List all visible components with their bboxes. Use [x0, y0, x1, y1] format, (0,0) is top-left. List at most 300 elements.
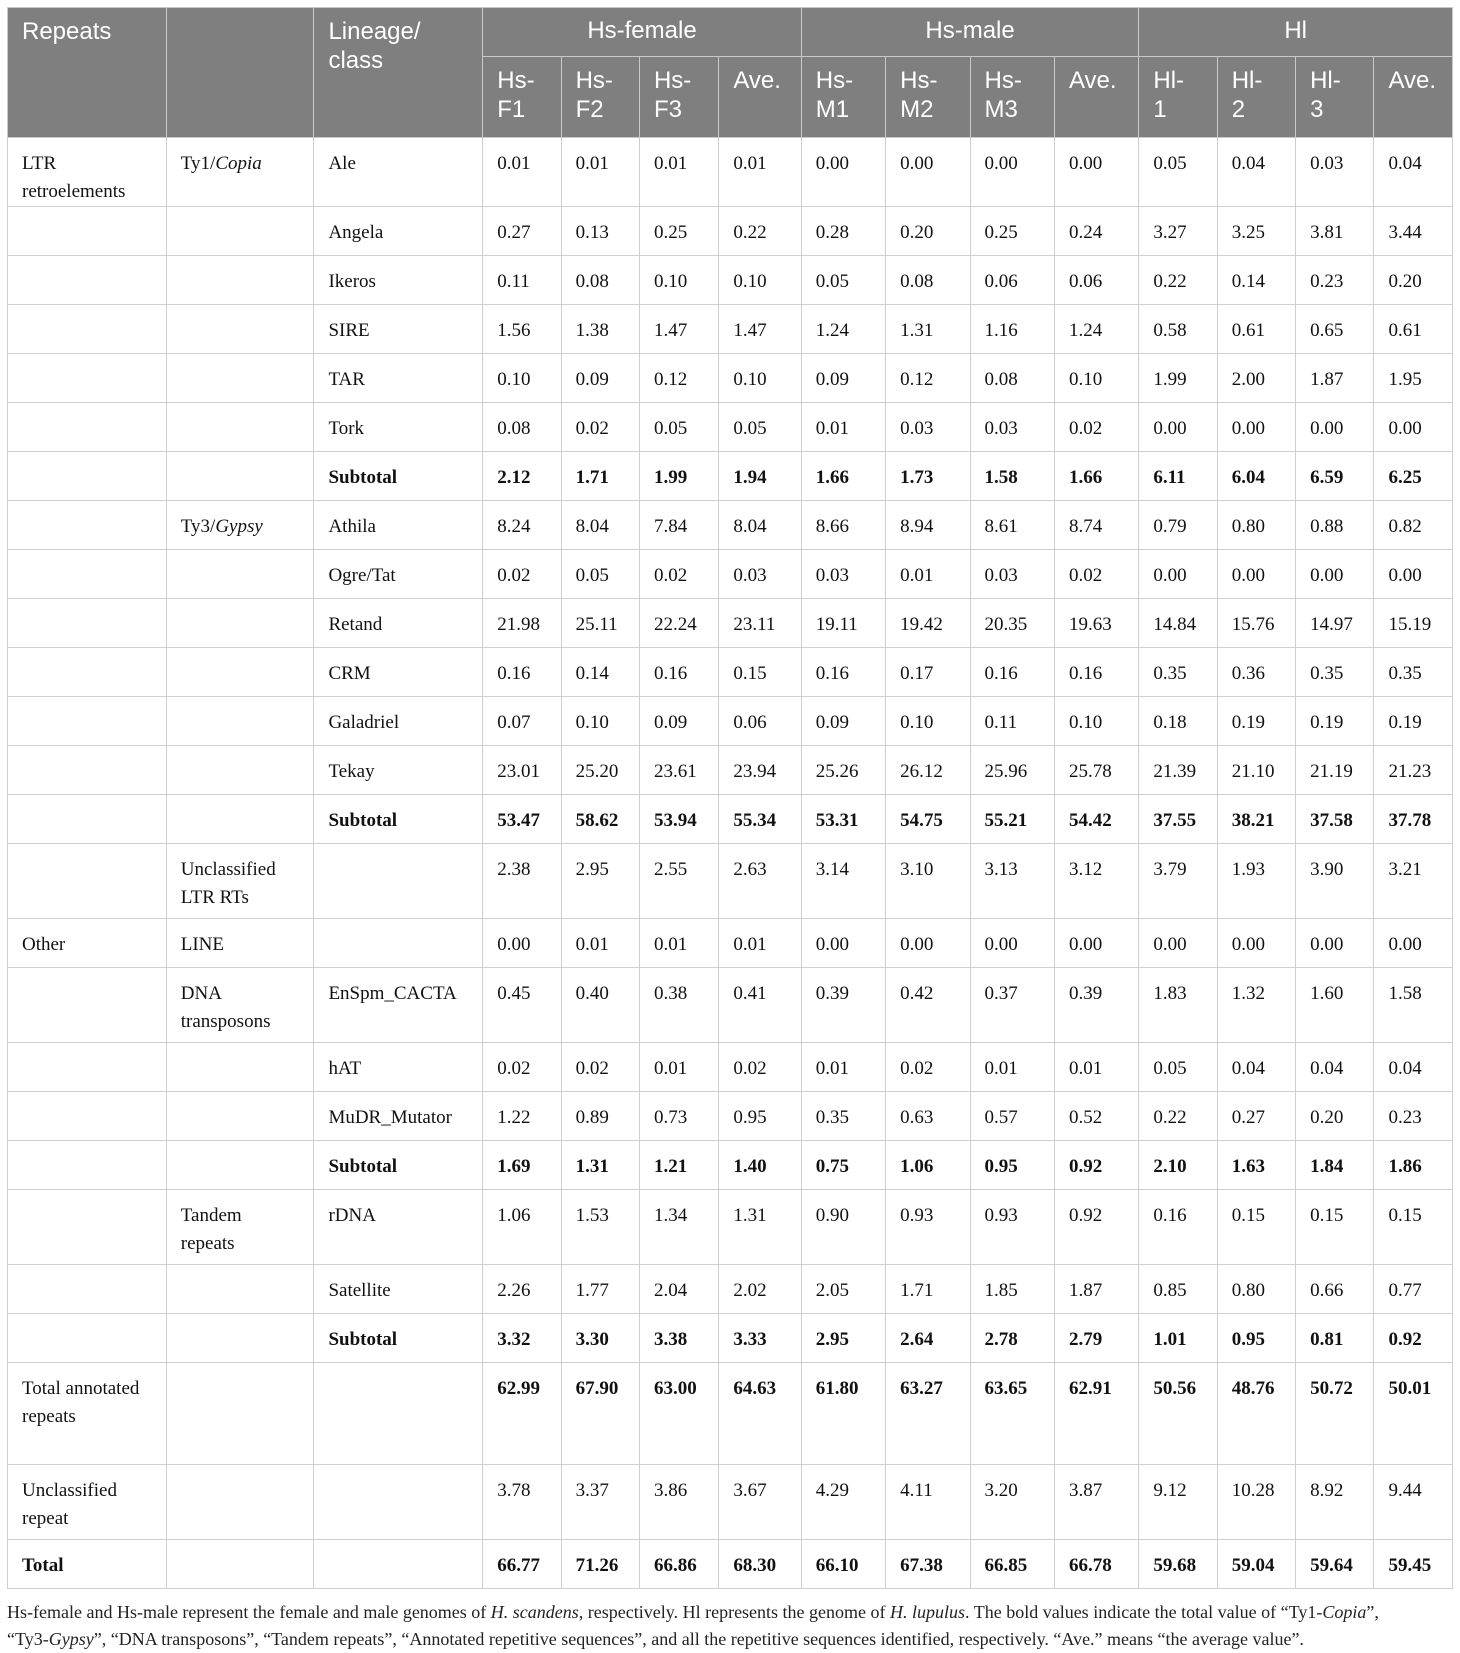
cell-value: 20.35 — [970, 599, 1054, 648]
cell-value: 0.06 — [719, 697, 801, 746]
cell-value: 53.94 — [639, 795, 718, 844]
cell-value: 66.86 — [639, 1540, 718, 1589]
cell-value: 8.66 — [801, 501, 885, 550]
cell-value: 0.08 — [561, 256, 639, 305]
header-class — [166, 8, 314, 138]
cell-value: 37.55 — [1139, 795, 1217, 844]
cell-value: 0.05 — [1139, 1043, 1217, 1092]
cell-lineage: Satellite — [314, 1265, 483, 1314]
cell-value: 0.95 — [719, 1092, 801, 1141]
cell-value: 1.24 — [1054, 305, 1138, 354]
cell-value: 0.79 — [1139, 501, 1217, 550]
cell-value: 67.90 — [561, 1363, 639, 1465]
cell-value: 25.96 — [970, 746, 1054, 795]
table-row — [8, 1314, 1453, 1363]
cell-value: 26.12 — [886, 746, 970, 795]
cell-value: 63.65 — [970, 1363, 1054, 1465]
cell-value: 19.11 — [801, 599, 885, 648]
cell-value: 0.00 — [1217, 550, 1295, 599]
cell-value: 1.87 — [1296, 354, 1374, 403]
header-row-groups — [8, 8, 1453, 57]
cell-lineage: SIRE — [314, 305, 483, 354]
cell-repeat — [8, 550, 167, 599]
cell-value: 3.13 — [970, 844, 1054, 919]
cell-value: 8.24 — [483, 501, 561, 550]
cell-value: 1.22 — [483, 1092, 561, 1141]
table-row — [8, 403, 1453, 452]
cell-value: 1.16 — [970, 305, 1054, 354]
cell-value: 50.56 — [1139, 1363, 1217, 1465]
cell-value: 50.72 — [1296, 1363, 1374, 1465]
cell-value: 2.05 — [801, 1265, 885, 1314]
cell-value: 0.22 — [1139, 1092, 1217, 1141]
cell-value: 1.58 — [970, 452, 1054, 501]
cell-class — [166, 697, 314, 746]
cell-value: 0.00 — [483, 919, 561, 968]
header-sample-col: Hs- M3 — [970, 57, 1054, 138]
cell-value: 1.60 — [1296, 968, 1374, 1043]
cell-value: 66.10 — [801, 1540, 885, 1589]
cell-value: 9.44 — [1374, 1465, 1453, 1540]
cell-value: 3.21 — [1374, 844, 1453, 919]
table-row — [8, 968, 1453, 1043]
cell-value: 0.19 — [1217, 697, 1295, 746]
cell-class — [166, 207, 314, 256]
cell-value: 0.00 — [801, 138, 885, 207]
cell-class — [166, 354, 314, 403]
cell-value: 8.94 — [886, 501, 970, 550]
cell-value: 0.10 — [639, 256, 718, 305]
cell-value: 62.99 — [483, 1363, 561, 1465]
cell-value: 10.28 — [1217, 1465, 1295, 1540]
cell-repeat — [8, 501, 167, 550]
cell-value: 0.09 — [801, 697, 885, 746]
cell-value: 64.63 — [719, 1363, 801, 1465]
header-sample-col: Hs- F3 — [639, 57, 718, 138]
cell-lineage: Tekay — [314, 746, 483, 795]
cell-value: 0.09 — [561, 354, 639, 403]
cell-value: 0.57 — [970, 1092, 1054, 1141]
cell-value: 1.69 — [483, 1141, 561, 1190]
cell-value: 1.71 — [886, 1265, 970, 1314]
cell-repeat — [8, 1265, 167, 1314]
cell-class — [166, 599, 314, 648]
cell-value: 0.20 — [1374, 256, 1453, 305]
cell-value: 0.13 — [561, 207, 639, 256]
cell-value: 0.01 — [639, 1043, 718, 1092]
cell-value: 3.37 — [561, 1465, 639, 1540]
header-group-hs-male: Hs-male — [801, 8, 1139, 57]
cell-value: 0.00 — [1296, 919, 1374, 968]
cell-value: 3.14 — [801, 844, 885, 919]
cell-value: 1.56 — [483, 305, 561, 354]
cell-value: 4.11 — [886, 1465, 970, 1540]
header-group-hs-female: Hs-female — [483, 8, 802, 57]
cell-class — [166, 648, 314, 697]
cell-value: 2.10 — [1139, 1141, 1217, 1190]
cell-lineage: CRM — [314, 648, 483, 697]
table-footnote — [7, 1599, 1453, 1653]
cell-value: 0.00 — [1139, 550, 1217, 599]
cell-value: 0.00 — [886, 919, 970, 968]
cell-value: 0.04 — [1374, 1043, 1453, 1092]
cell-value: 0.09 — [801, 354, 885, 403]
cell-value: 0.19 — [1296, 697, 1374, 746]
header-sample-col: Hl- 1 — [1139, 57, 1217, 138]
cell-value: 0.12 — [886, 354, 970, 403]
table-row — [8, 1540, 1453, 1589]
cell-value: 66.78 — [1054, 1540, 1138, 1589]
cell-value: 54.75 — [886, 795, 970, 844]
cell-class — [166, 256, 314, 305]
table-row — [8, 746, 1453, 795]
table-row — [8, 1043, 1453, 1092]
cell-value: 0.02 — [561, 1043, 639, 1092]
cell-value: 3.79 — [1139, 844, 1217, 919]
cell-value: 9.12 — [1139, 1465, 1217, 1540]
cell-value: 0.37 — [970, 968, 1054, 1043]
cell-value: 59.64 — [1296, 1540, 1374, 1589]
cell-value: 0.06 — [970, 256, 1054, 305]
cell-value: 53.31 — [801, 795, 885, 844]
cell-value: 3.30 — [561, 1314, 639, 1363]
cell-value: 0.63 — [886, 1092, 970, 1141]
cell-value: 2.04 — [639, 1265, 718, 1314]
cell-value: 3.44 — [1374, 207, 1453, 256]
cell-value: 0.10 — [483, 354, 561, 403]
cell-class — [166, 1363, 314, 1465]
cell-value: 0.25 — [970, 207, 1054, 256]
cell-value: 25.26 — [801, 746, 885, 795]
table-row — [8, 1465, 1453, 1540]
header-sample-col: Ave. — [719, 57, 801, 138]
cell-value: 21.19 — [1296, 746, 1374, 795]
cell-repeat — [8, 1141, 167, 1190]
cell-value: 37.58 — [1296, 795, 1374, 844]
cell-value: 1.66 — [1054, 452, 1138, 501]
cell-value: 19.63 — [1054, 599, 1138, 648]
cell-value: 0.00 — [1217, 919, 1295, 968]
cell-value: 14.97 — [1296, 599, 1374, 648]
table-row — [8, 354, 1453, 403]
cell-lineage: Galadriel — [314, 697, 483, 746]
table-row — [8, 207, 1453, 256]
cell-value: 0.24 — [1054, 207, 1138, 256]
cell-value: 0.22 — [719, 207, 801, 256]
cell-value: 23.11 — [719, 599, 801, 648]
cell-value: 0.58 — [1139, 305, 1217, 354]
cell-value: 0.02 — [639, 550, 718, 599]
cell-value: 0.35 — [1296, 648, 1374, 697]
cell-class — [166, 1141, 314, 1190]
cell-value: 53.47 — [483, 795, 561, 844]
cell-value: 0.03 — [719, 550, 801, 599]
table-row — [8, 1141, 1453, 1190]
cell-class: LINE — [166, 919, 314, 968]
cell-value: 1.66 — [801, 452, 885, 501]
cell-value: 0.06 — [1054, 256, 1138, 305]
cell-repeat — [8, 968, 167, 1043]
cell-value: 0.92 — [1054, 1190, 1138, 1265]
cell-value: 0.36 — [1217, 648, 1295, 697]
cell-value: 1.21 — [639, 1141, 718, 1190]
cell-value: 1.63 — [1217, 1141, 1295, 1190]
cell-value: 6.11 — [1139, 452, 1217, 501]
cell-value: 6.25 — [1374, 452, 1453, 501]
cell-value: 0.05 — [1139, 138, 1217, 207]
cell-value: 0.03 — [970, 403, 1054, 452]
cell-value: 23.61 — [639, 746, 718, 795]
cell-value: 0.61 — [1217, 305, 1295, 354]
cell-value: 0.93 — [886, 1190, 970, 1265]
cell-value: 1.34 — [639, 1190, 718, 1265]
cell-value: 0.08 — [886, 256, 970, 305]
cell-lineage: Subtotal — [314, 452, 483, 501]
cell-repeat — [8, 305, 167, 354]
cell-class — [166, 795, 314, 844]
cell-value: 25.78 — [1054, 746, 1138, 795]
cell-repeat: Total — [8, 1540, 167, 1589]
cell-value: 67.38 — [886, 1540, 970, 1589]
cell-lineage: Ikeros — [314, 256, 483, 305]
cell-value: 1.06 — [886, 1141, 970, 1190]
cell-value: 0.73 — [639, 1092, 718, 1141]
cell-value: 8.74 — [1054, 501, 1138, 550]
table-row — [8, 452, 1453, 501]
cell-repeat — [8, 452, 167, 501]
cell-value: 0.16 — [1054, 648, 1138, 697]
cell-value: 0.16 — [801, 648, 885, 697]
cell-value: 0.09 — [639, 697, 718, 746]
cell-value: 1.73 — [886, 452, 970, 501]
header-sample-col: Hl- 3 — [1296, 57, 1374, 138]
cell-value: 25.20 — [561, 746, 639, 795]
cell-value: 0.00 — [1296, 550, 1374, 599]
header-sample-col: Hs- F1 — [483, 57, 561, 138]
cell-value: 0.01 — [801, 1043, 885, 1092]
cell-value: 0.00 — [1054, 138, 1138, 207]
cell-repeat — [8, 207, 167, 256]
header-repeats: Repeats — [8, 8, 167, 138]
cell-value: 15.19 — [1374, 599, 1453, 648]
cell-value: 0.35 — [1374, 648, 1453, 697]
cell-value: 2.55 — [639, 844, 718, 919]
cell-repeat — [8, 403, 167, 452]
cell-value: 0.00 — [1374, 550, 1453, 599]
header-sample-col: Hs- M2 — [886, 57, 970, 138]
cell-value: 0.01 — [886, 550, 970, 599]
cell-value: 1.38 — [561, 305, 639, 354]
cell-value: 1.31 — [719, 1190, 801, 1265]
cell-lineage: Subtotal — [314, 1314, 483, 1363]
cell-value: 1.86 — [1374, 1141, 1453, 1190]
cell-class — [166, 403, 314, 452]
cell-value: 0.35 — [801, 1092, 885, 1141]
repeats-table — [7, 7, 1453, 1589]
table-row — [8, 795, 1453, 844]
cell-value: 0.65 — [1296, 305, 1374, 354]
cell-value: 0.41 — [719, 968, 801, 1043]
cell-lineage: Retand — [314, 599, 483, 648]
cell-value: 3.67 — [719, 1465, 801, 1540]
cell-class — [166, 1314, 314, 1363]
cell-value: 0.93 — [970, 1190, 1054, 1265]
cell-value: 3.87 — [1054, 1465, 1138, 1540]
cell-class — [166, 1540, 314, 1589]
cell-value: 0.11 — [970, 697, 1054, 746]
cell-value: 0.00 — [1296, 403, 1374, 452]
cell-value: 66.85 — [970, 1540, 1054, 1589]
cell-value: 0.14 — [1217, 256, 1295, 305]
cell-value: 48.76 — [1217, 1363, 1295, 1465]
table-row — [8, 501, 1453, 550]
cell-value: 3.78 — [483, 1465, 561, 1540]
cell-lineage: MuDR_Mutator — [314, 1092, 483, 1141]
cell-value: 0.28 — [801, 207, 885, 256]
cell-value: 1.71 — [561, 452, 639, 501]
cell-lineage: EnSpm_CACTA — [314, 968, 483, 1043]
table-container — [7, 7, 1453, 1653]
cell-value: 0.10 — [719, 256, 801, 305]
cell-value: 3.38 — [639, 1314, 718, 1363]
cell-repeat — [8, 648, 167, 697]
cell-value: 62.91 — [1054, 1363, 1138, 1465]
cell-value: 0.02 — [719, 1043, 801, 1092]
cell-value: 22.24 — [639, 599, 718, 648]
cell-repeat — [8, 1190, 167, 1265]
table-row — [8, 697, 1453, 746]
cell-lineage: Tork — [314, 403, 483, 452]
cell-value: 1.47 — [639, 305, 718, 354]
cell-value: 50.01 — [1374, 1363, 1453, 1465]
cell-value: 14.84 — [1139, 599, 1217, 648]
cell-value: 23.94 — [719, 746, 801, 795]
cell-value: 25.11 — [561, 599, 639, 648]
cell-value: 15.76 — [1217, 599, 1295, 648]
cell-value: 0.39 — [1054, 968, 1138, 1043]
cell-value: 3.27 — [1139, 207, 1217, 256]
cell-value: 0.00 — [970, 919, 1054, 968]
cell-repeat — [8, 697, 167, 746]
cell-value: 38.21 — [1217, 795, 1295, 844]
cell-repeat: LTR retroelements — [8, 138, 167, 207]
cell-value: 1.85 — [970, 1265, 1054, 1314]
cell-value: 0.81 — [1296, 1314, 1374, 1363]
cell-value: 59.04 — [1217, 1540, 1295, 1589]
cell-value: 55.21 — [970, 795, 1054, 844]
cell-value: 0.10 — [886, 697, 970, 746]
cell-lineage — [314, 1363, 483, 1465]
cell-value: 0.88 — [1296, 501, 1374, 550]
cell-class: Tandem repeats — [166, 1190, 314, 1265]
cell-class — [166, 1465, 314, 1540]
table-body — [8, 138, 1453, 1589]
cell-repeat — [8, 599, 167, 648]
cell-value: 0.03 — [886, 403, 970, 452]
cell-value: 68.30 — [719, 1540, 801, 1589]
cell-value: 3.32 — [483, 1314, 561, 1363]
cell-value: 0.01 — [561, 919, 639, 968]
cell-value: 0.15 — [1296, 1190, 1374, 1265]
cell-repeat: Unclassified repeat — [8, 1465, 167, 1540]
cell-value: 0.95 — [970, 1141, 1054, 1190]
cell-value: 0.16 — [970, 648, 1054, 697]
cell-value: 6.59 — [1296, 452, 1374, 501]
cell-value: 1.83 — [1139, 968, 1217, 1043]
cell-value: 0.00 — [886, 138, 970, 207]
cell-value: 8.04 — [719, 501, 801, 550]
cell-value: 1.77 — [561, 1265, 639, 1314]
cell-value: 0.10 — [1054, 354, 1138, 403]
cell-value: 0.17 — [886, 648, 970, 697]
cell-value: 0.00 — [1217, 403, 1295, 452]
cell-value: 0.01 — [719, 138, 801, 207]
cell-value: 0.01 — [801, 403, 885, 452]
cell-value: 0.23 — [1296, 256, 1374, 305]
cell-value: 37.78 — [1374, 795, 1453, 844]
cell-value: 1.87 — [1054, 1265, 1138, 1314]
cell-repeat: Total annotated repeats — [8, 1363, 167, 1465]
cell-value: 3.12 — [1054, 844, 1138, 919]
cell-repeat — [8, 746, 167, 795]
cell-value: 1.94 — [719, 452, 801, 501]
cell-repeat — [8, 256, 167, 305]
cell-value: 1.58 — [1374, 968, 1453, 1043]
cell-value: 1.47 — [719, 305, 801, 354]
cell-class: Unclassified LTR RTs — [166, 844, 314, 919]
cell-value: 0.11 — [483, 256, 561, 305]
cell-value: 1.93 — [1217, 844, 1295, 919]
cell-class — [166, 1043, 314, 1092]
table-row — [8, 305, 1453, 354]
cell-repeat — [8, 1314, 167, 1363]
table-row — [8, 1190, 1453, 1265]
cell-lineage: Athila — [314, 501, 483, 550]
cell-lineage — [314, 919, 483, 968]
cell-value: 1.99 — [1139, 354, 1217, 403]
cell-value: 0.20 — [1296, 1092, 1374, 1141]
cell-value: 0.08 — [483, 403, 561, 452]
cell-value: 0.90 — [801, 1190, 885, 1265]
cell-value: 1.06 — [483, 1190, 561, 1265]
cell-lineage: rDNA — [314, 1190, 483, 1265]
table-row — [8, 919, 1453, 968]
cell-value: 2.79 — [1054, 1314, 1138, 1363]
cell-value: 0.08 — [970, 354, 1054, 403]
cell-value: 0.95 — [1217, 1314, 1295, 1363]
cell-value: 0.05 — [639, 403, 718, 452]
cell-value: 3.86 — [639, 1465, 718, 1540]
cell-value: 21.98 — [483, 599, 561, 648]
cell-value: 6.04 — [1217, 452, 1295, 501]
cell-value: 0.01 — [639, 919, 718, 968]
table-row — [8, 648, 1453, 697]
cell-value: 0.04 — [1374, 138, 1453, 207]
header-sample-col: Hs- F2 — [561, 57, 639, 138]
cell-value: 2.26 — [483, 1265, 561, 1314]
cell-value: 8.92 — [1296, 1465, 1374, 1540]
cell-value: 8.04 — [561, 501, 639, 550]
cell-value: 1.99 — [639, 452, 718, 501]
cell-value: 0.27 — [1217, 1092, 1295, 1141]
cell-lineage — [314, 1540, 483, 1589]
cell-repeat — [8, 1043, 167, 1092]
cell-value: 0.15 — [1217, 1190, 1295, 1265]
cell-value: 0.02 — [561, 403, 639, 452]
cell-value: 1.95 — [1374, 354, 1453, 403]
table-row — [8, 1092, 1453, 1141]
cell-value: 0.02 — [1054, 550, 1138, 599]
